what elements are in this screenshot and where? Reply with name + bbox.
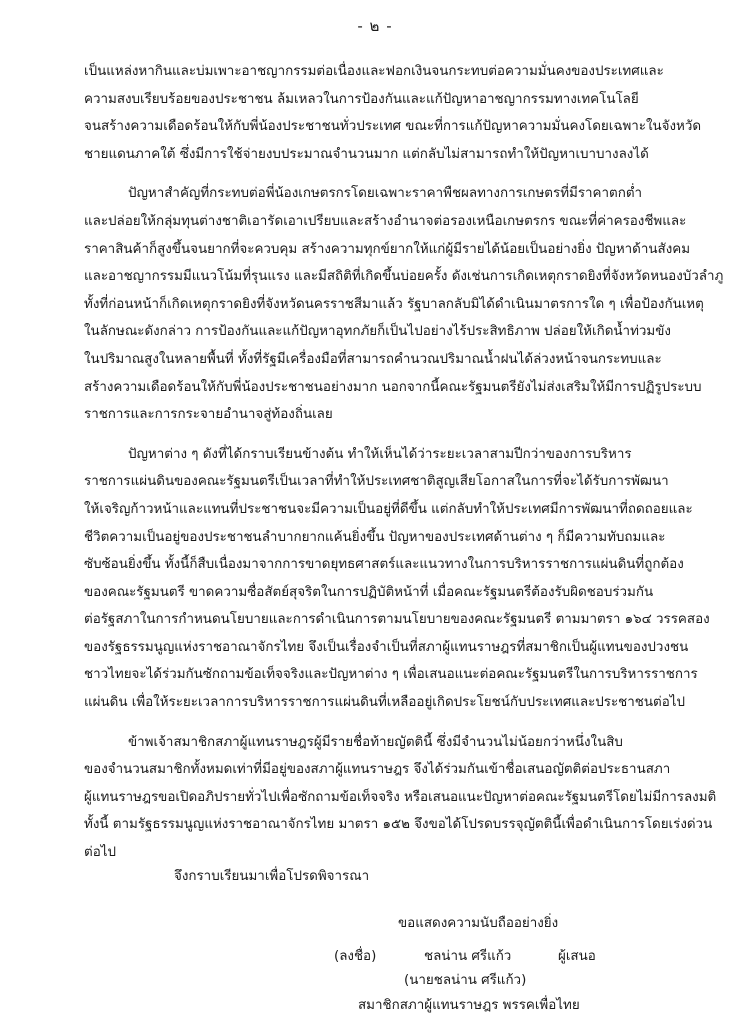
paragraph-3: [84, 441, 710, 717]
text-line: และปล่อยให้กลุ่มทุนต่างชาติเอารัดเอาเปรียบและสร้างอำนาจต่อรองเหนือเกษตรกร ขณะที่ค่าครองชีพและ: [84, 213, 687, 229]
text-line: ต่อไป: [84, 845, 116, 861]
text-line: และอาชญากรรมมีแนวโน้มที่รุนแรง และมีสถิติที่เกิดขึ้นบ่อยครั้ง ดังเช่นการเกิดเหตุกราดยิงที่จังหวัดหนองบัวลำภู: [84, 269, 724, 285]
text-line: ข้าพเจ้าสมาชิกสภาผู้แทนราษฎรผู้มีรายชื่อท้ายญัตตินี้ ซึ่งมีจำนวนไม่น้อยกว่าหนึ่งในสิบ: [128, 734, 623, 750]
page-number: - ๒ -: [357, 17, 393, 35]
document-body: [84, 58, 724, 879]
text-line: ราคาสินค้าก็สูงขึ้นจนยากที่จะควบคุม สร้างความทุกข์ยากให้แก่ผู้มีรายได้น้อยเป็นอย่างยิ่ง ปัญหาด้านสังคม: [84, 241, 691, 257]
text-line: ชาวไทยจะได้ร่วมกันซักถามข้อเท็จจริงและปัญหาต่าง ๆ เพื่อเสนอแนะต่อคณะรัฐมนตรีในการบริหารราชการ: [84, 667, 698, 683]
paragraph-4: [84, 729, 717, 867]
text-line: ความสงบเรียบร้อยของประชาชน ล้มเหลวในการป้องกันและแก้ปัญหาอาชญากรรมทางเทคโนโลยี: [84, 91, 639, 107]
text-line: ซับซ้อนยิ่งขึ้น ทั้งนี้ก็สืบเนื่องมาจากการขาดยุทธศาสตร์และแนวทางในการบริหารราชการแผ่นดินที่ถูกต้อง: [84, 557, 684, 573]
text-line: ราชการและการกระจายอำนาจสู่ท้องถิ่นเลย: [84, 407, 333, 423]
text-line: ในปริมาณสูงในหลายพื้นที่ ทั้งที่รัฐมีเครื่องมือที่สามารถคำนวณปริมาณน้ำฝนได้ล่วงหน้าจนกระทบและ: [84, 351, 662, 367]
text-line: ชายแดนภาคใต้ ซึ่งมีการใช้จ่ายงบประมาณจำนวนมาก แต่กลับไม่สามารถทำให้ปัญหาเบาบางลงได้: [84, 146, 649, 162]
text-line: เป็นแหล่งหากินและบ่มเพาะอาชญากรรมต่อเนื่องและฟอกเงินจนกระทบต่อความมั่นคงของประเทศและ: [84, 64, 664, 79]
text-line: จนสร้างความเดือดร้อนให้กับพี่น้องประชาชนทั่วประเทศ ขณะที่การแก้ปัญหาความมั่นคงโดยเฉพาะในจังหวัด: [84, 119, 702, 135]
text-line: ต่อรัฐสภาในการกำหนดนโยบายและการดำเนินการตามนโยบายของคณะรัฐมนตรี ตามมาตรา ๑๖๔ วรรคสอง: [84, 612, 710, 628]
text-line: ทั้งที่ก่อนหน้าก็เกิดเหตุกราดยิงที่จังหวัดนครราชสีมาแล้ว รัฐบาลกลับมิได้ดำเนินมาตรการใด ๆ เพื่อป้องกันเหตุ: [84, 296, 704, 312]
closing-line: จึงกราบเรียนมาเพื่อโปรดพิจารณา: [174, 869, 370, 884]
text-line: ปัญหาต่าง ๆ ดังที่ได้กราบเรียนข้างต้น ทำให้เห็นได้ว่าระยะเวลาสามปีกว่าของการบริหาร: [128, 446, 632, 462]
proposer-role: ผู้เสนอ: [558, 949, 596, 964]
paragraph-1: [84, 58, 702, 168]
paragraph-2: [84, 180, 724, 428]
sign-label: (ลงชื่อ): [334, 949, 377, 964]
text-line: ในลักษณะดังกล่าว การป้องกันและแก้ปัญหาอุทกภัยก็เป็นไปอย่างไร้ประสิทธิภาพ ปล่อยให้เกิดน้ำท่วมขัง: [84, 324, 671, 340]
text-line: ทั้งนี้ ตามรัฐธรรมนูญแห่งราชอาณาจักรไทย มาตรา ๑๕๒ จึงขอได้โปรดบรรจุญัตตินี้เพื่อดำเนินการโดยเร่งด่วน: [84, 817, 713, 833]
member-position: สมาชิกสภาผู้แทนราษฎร พรรคเพื่อไทย: [358, 998, 580, 1013]
text-line: ของจำนวนสมาชิกทั้งหมดเท่าที่มีอยู่ของสภาผู้แทนราษฎร จึงได้ร่วมกันเข้าชื่อเสนอญัตติต่อประธานสภา: [84, 762, 671, 778]
text-line: ของรัฐธรรมนูญแห่งราชอาณาจักรไทย จึงเป็นเรื่องจำเป็นที่สภาผู้แทนราษฎรที่สมาชิกเป็นผู้แทนของปวงชน: [84, 639, 689, 655]
respect-line: ขอแสดงความนับถืออย่างยิ่ง: [398, 916, 559, 931]
text-line: ให้เจริญก้าวหน้าและแทนที่ประชาชนจะมีความเป็นอยู่ที่ดีขึ้น แต่กลับทำให้ประเทศมีการพัฒนาที่ถดถอยและ: [84, 501, 693, 517]
text-line: สร้างความเดือดร้อนให้กับพี่น้องประชาชนอย่างมาก นอกจากนี้คณะรัฐมนตรียังไม่ส่งเสริมให้มีการปฏิรูประบบ: [84, 379, 702, 395]
signed-name: ชลน่าน ศรีแก้ว: [424, 949, 512, 964]
text-line: แผ่นดิน เพื่อให้ระยะเวลาการบริหารราชการแผ่นดินที่เหลืออยู่เกิดประโยชน์กับประเทศและประชาชนต่อไป: [84, 695, 685, 711]
text-line: ของคณะรัฐมนตรี ขาดความซื่อสัตย์สุจริตในการปฏิบัติหน้าที่ เมื่อคณะรัฐมนตรีต้องรับผิดชอบร่วมกัน: [84, 584, 654, 600]
printed-name: (นายชลน่าน ศรีแก้ว): [404, 973, 527, 988]
text-line: ชีวิตความเป็นอยู่ของประชาชนลำบากยากแค้นยิ่งขึ้น ปัญหาของประเทศด้านต่าง ๆ ก็มีความทับถมและ: [84, 529, 666, 545]
text-line: ผู้แทนราษฎรขอเปิดอภิปรายทั่วไปเพื่อซักถามข้อเท็จจริง หรือเสนอแนะปัญหาต่อคณะรัฐมนตรีโดยไม่มีการลงมติ: [84, 789, 717, 805]
text-line: ปัญหาสำคัญที่กระทบต่อพี่น้องเกษตรกรโดยเฉพาะราคาพืชผลทางการเกษตรที่มีราคาตกต่ำ: [128, 186, 643, 202]
text-line: ราชการแผ่นดินของคณะรัฐมนตรีเป็นเวลาที่ทำให้ประเทศชาติสูญเสียโอกาสในการที่จะได้รับการพัฒนา: [84, 474, 669, 490]
